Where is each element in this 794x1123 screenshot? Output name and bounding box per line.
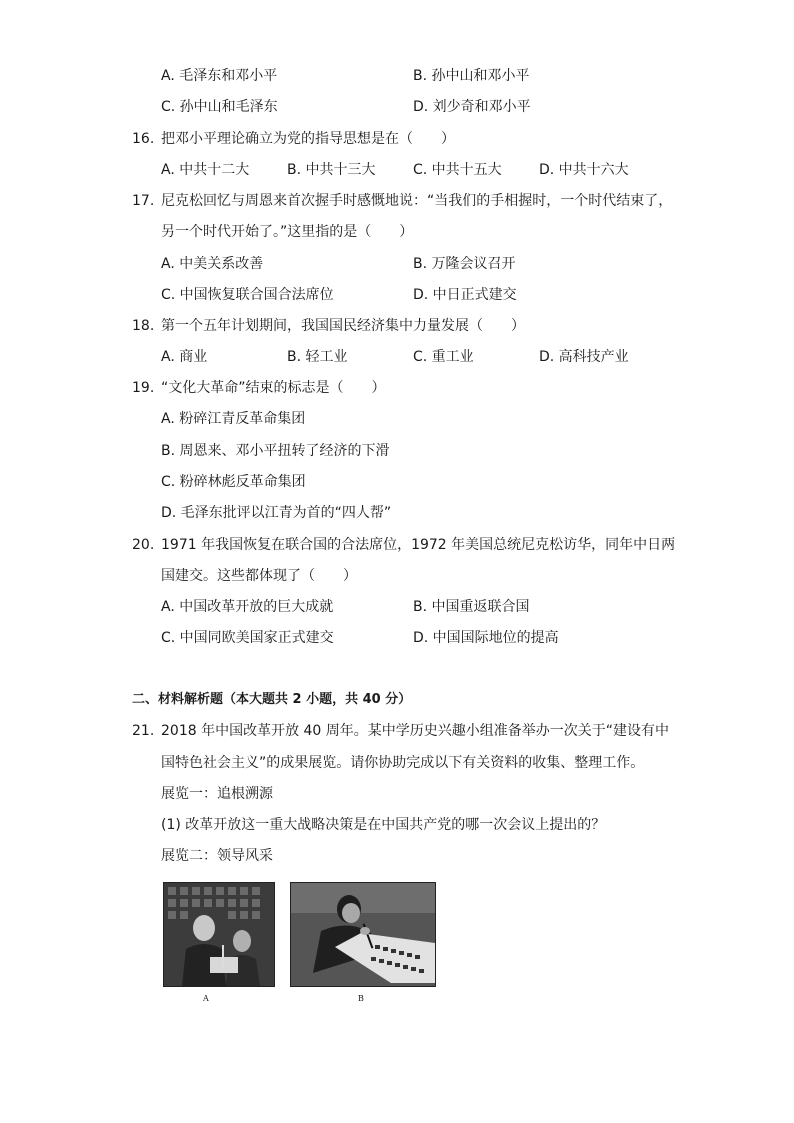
q18-stem: 第一个五年计划期间，我国国民经济集中力量发展（ ）	[161, 318, 525, 334]
q18-option-d: D. 高科技产业	[539, 349, 629, 365]
q20-stem-line2: 国建交。这些都体现了（ ）	[161, 568, 357, 584]
q20-number: 20.	[132, 537, 155, 553]
q19-option-c: C. 粉碎林彪反革命集团	[161, 474, 306, 490]
q15-option-c: C. 孙中山和毛泽东	[161, 99, 278, 115]
q16-stem: 把邓小平理论确立为党的指导思想是在（ ）	[161, 131, 455, 147]
photo-b	[290, 882, 436, 987]
q20-stem-line1: 1971 年我国恢复在联合国的合法席位，1972 年美国总统尼克松访华，同年中日两	[161, 537, 676, 553]
q16-option-d: D. 中共十六大	[539, 162, 629, 178]
q17-option-a: A. 中美关系改善	[161, 256, 264, 272]
exhibit-1-heading: 展览一：追根溯源	[161, 786, 273, 802]
q20-option-a: A. 中国改革开放的巨大成就	[161, 599, 334, 615]
q15-option-b: B. 孙中山和邓小平	[413, 68, 530, 84]
photo-a-image	[164, 883, 274, 986]
q17-option-d: D. 中日正式建交	[413, 287, 517, 303]
q19-option-b: B. 周恩来、邓小平扭转了经济的下滑	[161, 443, 390, 459]
q16-option-a: A. 中共十二大	[161, 162, 250, 178]
q17-stem-line2: 另一个时代开始了。”这里指的是（ ）	[161, 224, 414, 240]
q18-option-b: B. 轻工业	[287, 349, 348, 365]
photo-b-caption: B	[358, 994, 364, 1003]
q20-option-c: C. 中国同欧美国家正式建交	[161, 630, 334, 646]
q16-number: 16.	[132, 131, 155, 147]
q17-option-b: B. 万隆会议召开	[413, 256, 516, 272]
photo-a-caption: A	[203, 994, 209, 1003]
q18-option-a: A. 商业	[161, 349, 208, 365]
q21-subquestion-1: (1) 改革开放这一重大战略决策是在中国共产党的哪一次会议上提出的？	[161, 817, 606, 833]
q15-option-d: D. 刘少奇和邓小平	[413, 99, 531, 115]
photo-b-image	[291, 883, 435, 986]
q19-stem: “文化大革命”结束的标志是（ ）	[161, 380, 386, 396]
exhibit-2-heading: 展览二：领导风采	[161, 848, 273, 864]
q16-option-b: B. 中共十三大	[287, 162, 376, 178]
q15-option-a: A. 毛泽东和邓小平	[161, 68, 278, 84]
q21-stem-line1: 2018 年中国改革开放 40 周年。某中学历史兴趣小组准备举办一次关于“建设有中	[161, 723, 670, 739]
q21-stem-line2: 国特色社会主义”的成果展览。请你协助完成以下有关资料的收集、整理工作。	[161, 755, 645, 771]
q20-option-d: D. 中国国际地位的提高	[413, 630, 559, 646]
q19-option-d: D. 毛泽东批评以江青为首的“四人帮”	[161, 505, 392, 521]
q19-option-a: A. 粉碎江青反革命集团	[161, 411, 306, 427]
q20-option-b: B. 中国重返联合国	[413, 599, 530, 615]
q21-number: 21.	[132, 723, 155, 739]
section-title: 二、材料解析题（本大题共 2 小题，共 40 分）	[132, 692, 412, 707]
q17-stem-line1: 尼克松回忆与周恩来首次握手时感慨地说：“当我们的手相握时，一个时代结束了，	[161, 193, 673, 209]
q18-number: 18.	[132, 318, 155, 334]
q17-option-c: C. 中国恢复联合国合法席位	[161, 287, 334, 303]
photo-a	[163, 882, 275, 987]
q17-number: 17.	[132, 193, 155, 209]
q19-number: 19.	[132, 380, 155, 396]
q18-option-c: C. 重工业	[413, 349, 474, 365]
q16-option-c: C. 中共十五大	[413, 162, 502, 178]
